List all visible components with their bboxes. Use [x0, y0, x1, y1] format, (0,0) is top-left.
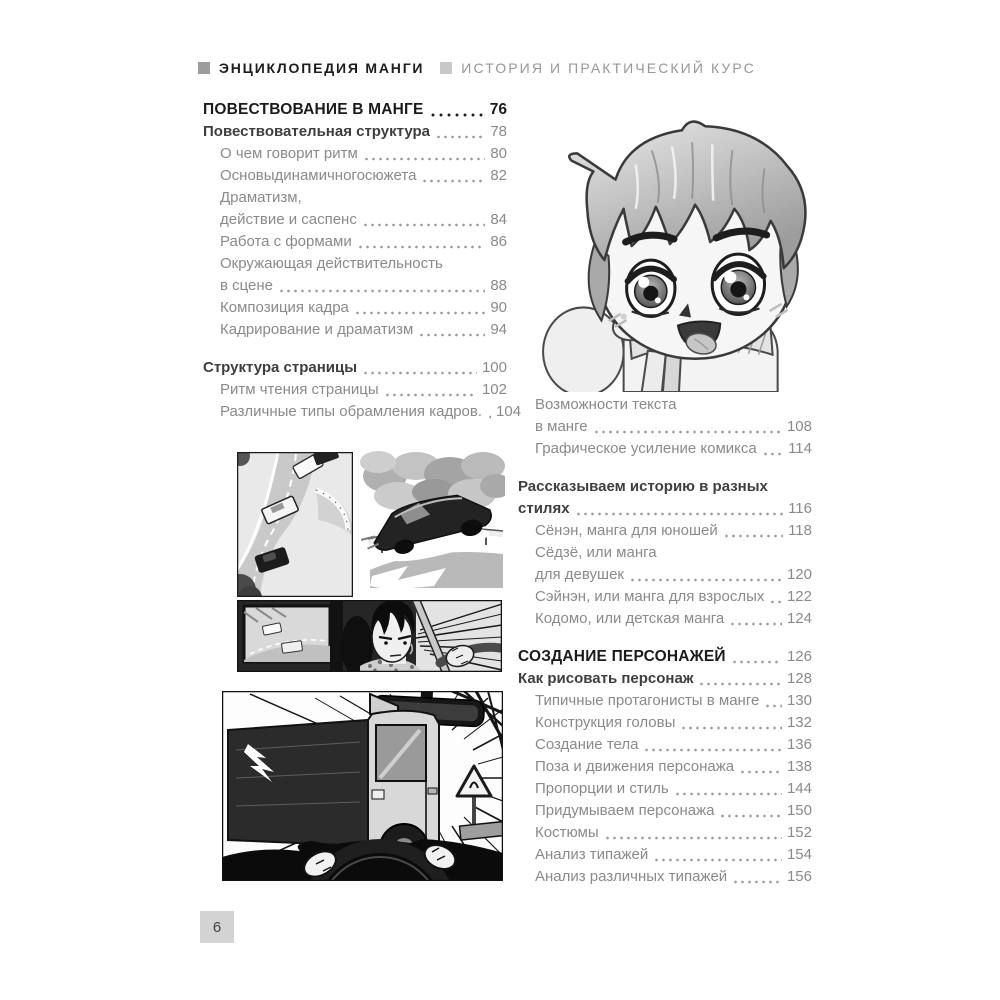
- panel-driver: [237, 600, 502, 676]
- book-title: ЭНЦИКЛОПЕДИЯ МАНГИ: [219, 60, 425, 76]
- dot-leader: [732, 866, 782, 888]
- dot-leader: [384, 379, 477, 401]
- toc-row: Кодомо, или детская манга 124: [518, 608, 812, 630]
- toc-row: в сцене 88: [203, 275, 507, 297]
- toc-row: для девушек 120: [518, 564, 812, 586]
- toc-row: Конструкция головы 132: [518, 712, 812, 734]
- dot-leader: [278, 275, 485, 297]
- dot-leader: [604, 822, 782, 844]
- toc-row: Основыдинамичногосюжета 82: [203, 165, 507, 187]
- toc-row: Поза и движения персонажа 138: [518, 756, 812, 778]
- dot-leader: [764, 690, 782, 712]
- dot-leader: [357, 231, 486, 253]
- toc-row: Сёдзё, или манга: [535, 544, 657, 561]
- toc-row: Создание тела 136: [518, 734, 812, 756]
- toc-row: ПОВЕСТВОВАНИЕ В МАНГЕ 76: [203, 99, 507, 121]
- toc-row: Сэйнэн, или манга для взрослых 122: [518, 586, 812, 608]
- dot-leader: [719, 800, 782, 822]
- dot-leader: [731, 646, 782, 668]
- toc-row: Кадрирование и драматизм 94: [203, 319, 507, 341]
- dot-leader: [769, 586, 782, 608]
- toc-row: О чем говорит ритм 80: [203, 143, 507, 165]
- page-header: [198, 60, 756, 76]
- page-number: 6: [212, 918, 222, 936]
- car-chase-comic-illustration: [220, 448, 505, 888]
- toc-row: Анализ различных типажей 156: [518, 866, 812, 888]
- toc-row: Работа с формами 86: [203, 231, 507, 253]
- dot-leader: [729, 608, 782, 630]
- comic-panels-drawing: [220, 448, 505, 888]
- toc-row: Драматизм,: [220, 189, 302, 206]
- toc-section-gap: [518, 630, 812, 646]
- toc-row: стилях 116: [518, 498, 812, 520]
- dot-leader: [362, 357, 477, 379]
- dot-leader: [593, 416, 782, 438]
- toc-section-gap: [518, 460, 812, 476]
- panel-winding-road: [224, 448, 353, 610]
- toc-row: Графическое усиление комикса 114: [518, 438, 812, 460]
- chibi-boy-drawing: [531, 90, 833, 392]
- toc-row: Возможности текста: [535, 396, 677, 413]
- toc-row: Различные типы обрамления кадров. 104: [203, 401, 507, 423]
- bullet-square-dark-icon: [198, 62, 210, 74]
- toc-row: СОЗДАНИЕ ПЕРСОНАЖЕЙ 126: [518, 646, 812, 668]
- dot-leader: [421, 165, 485, 187]
- dot-leader: [739, 756, 782, 778]
- toc-row: Пропорции и стиль 144: [518, 778, 812, 800]
- dot-leader: [435, 121, 485, 143]
- dot-leader: [762, 438, 783, 460]
- toc-column-right: [518, 394, 812, 888]
- panel-truck-pov: [222, 688, 504, 888]
- dot-leader: [653, 844, 782, 866]
- toc-row: Типичные протагонисты в манге 130: [518, 690, 812, 712]
- dot-leader: [418, 319, 485, 341]
- toc-row: Повествовательная структура 78: [203, 121, 507, 143]
- dot-leader: [643, 734, 782, 756]
- toc-row: Структура страницы 100: [203, 357, 507, 379]
- toc-row: Ритм чтения страницы 102: [203, 379, 507, 401]
- toc-column-left: [203, 99, 522, 423]
- dot-leader: [723, 520, 783, 542]
- toc-row: Как рисовать персонаж 128: [518, 668, 812, 690]
- toc-row: Придумываем персонажа 150: [518, 800, 812, 822]
- book-subtitle: ИСТОРИЯ И ПРАКТИЧЕСКИЙ КУРС: [461, 60, 756, 76]
- panel-drifting-car: [356, 451, 505, 590]
- dot-leader: [575, 498, 784, 520]
- dot-leader: [429, 99, 485, 121]
- dot-leader: [354, 297, 485, 319]
- toc-row: Рассказываем историю в разных: [518, 478, 768, 495]
- toc-row: Композиция кадра 90: [203, 297, 507, 319]
- chibi-boy-illustration: [531, 90, 833, 392]
- dot-leader: [674, 778, 782, 800]
- toc-row: Окружающая действительность: [220, 255, 443, 272]
- toc-row: Костюмы 152: [518, 822, 812, 844]
- dot-leader: [698, 668, 782, 690]
- dot-leader: [680, 712, 782, 734]
- toc-section-gap: [203, 341, 507, 357]
- toc-row: Сёнэн, манга для юношей 118: [518, 520, 812, 542]
- dot-leader: [629, 564, 782, 586]
- toc-row: в манге 108: [518, 416, 812, 438]
- toc-row: Анализ типажей 154: [518, 844, 812, 866]
- toc-row: действие и саспенс 84: [203, 209, 507, 231]
- dot-leader: [487, 401, 491, 423]
- page-number-box: [200, 911, 234, 943]
- dot-leader: [363, 143, 486, 165]
- bullet-square-light-icon: [440, 62, 452, 74]
- dot-leader: [362, 209, 485, 231]
